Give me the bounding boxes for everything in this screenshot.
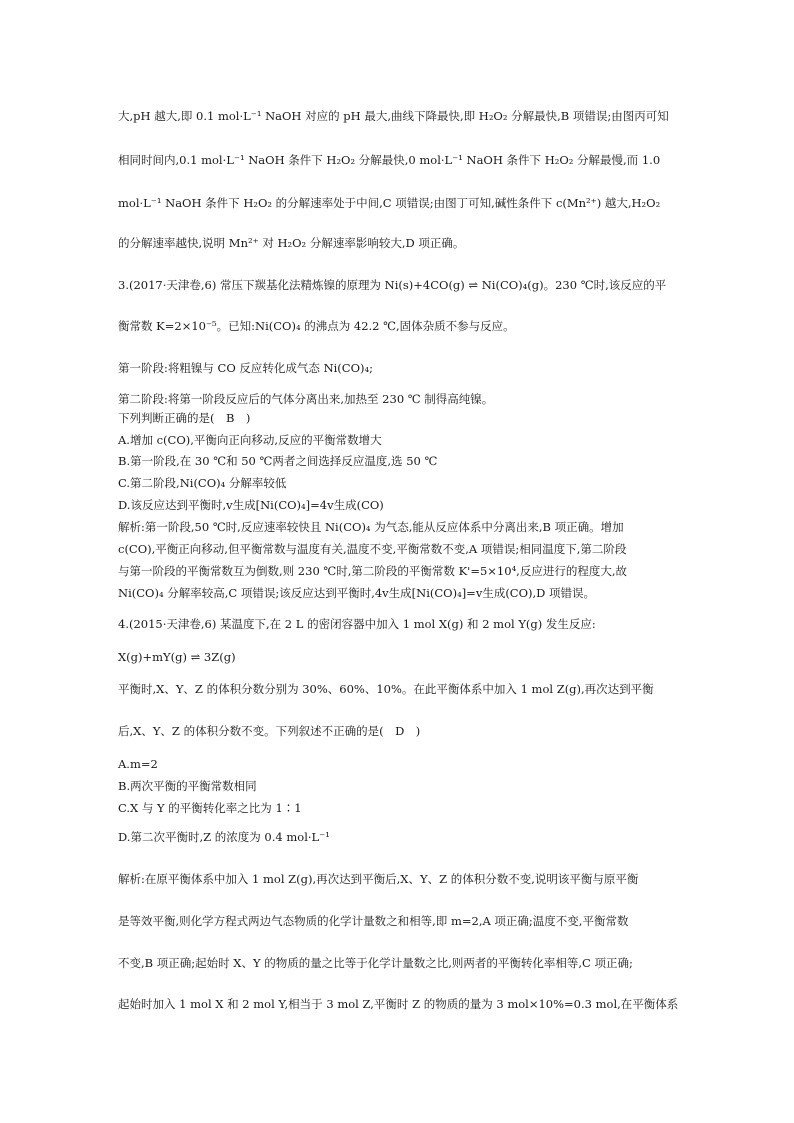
analysis-line: 是等效平衡,则化学方程式两边气态物质的化学计量数之和相等,即 m=2,A 项正确;温度不变,平衡常数 <box>118 914 629 928</box>
analysis-line: 与第一阶段的平衡常数互为倒数,则 230 ℃时,第二阶段的平衡常数 K'=5×10⁴,反应进行的程度大,故 <box>118 564 627 578</box>
text-line: 第二阶段:将第一阶段反应后的气体分离出来,加热至 230 ℃ 制得高纯镍。 <box>118 392 494 406</box>
question-4-prompt: 后,X、Y、Z 的体积分数不变。下列叙述不正确的是( D ) <box>118 724 421 738</box>
analysis-line: 解析:第一阶段,50 ℃时,反应速率较快且 Ni(CO)₄ 为气态,能从反应体系中分离出来,B 项正确。增加 <box>118 520 624 534</box>
option-d: D.第二次平衡时,Z 的浓度为 0.4 mol·L⁻¹ <box>118 830 330 844</box>
question-4-stem: 4.(2015·天津卷,6) 某温度下,在 2 L 的密闭容器中加入 1 mol X(g) 和 2 mol Y(g) 发生反应: <box>118 617 596 631</box>
option-c: C.第二阶段,Ni(CO)₄ 分解率较低 <box>118 476 287 490</box>
option-b: B.第一阶段,在 30 ℃和 50 ℃两者之间选择反应温度,选 50 ℃ <box>118 454 438 468</box>
option-c: C.X 与 Y 的平衡转化率之比为 1∶1 <box>118 801 302 815</box>
equation-line: X(g)+mY(g) ⇌ 3Z(g) <box>118 650 236 664</box>
analysis-line: 解析:在原平衡体系中加入 1 mol Z(g),再次达到平衡后,X、Y、Z 的体积分数不变,说明该平衡与原平衡 <box>118 872 639 886</box>
text-line: mol·L⁻¹ NaOH 条件下 H₂O₂ 的分解速率处于中间,C 项错误;由图丁可知,碱性条件下 c(Mn²⁺) 越大,H₂O₂ <box>118 196 661 210</box>
option-a: A.m=2 <box>118 757 158 771</box>
text-line: 相同时间内,0.1 mol·L⁻¹ NaOH 条件下 H₂O₂ 分解最快,0 mol·L⁻¹ NaOH 条件下 H₂O₂ 分解最慢,而 1.0 <box>118 153 661 167</box>
question-3-prompt: 下列判断正确的是( B ) <box>118 411 251 425</box>
text-line: 平衡时,X、Y、Z 的体积分数分别为 30%、60%、10%。在此平衡体系中加入 1 mol Z(g),再次达到平衡 <box>118 682 654 696</box>
option-d: D.该反应达到平衡时,v生成[Ni(CO)₄]=4v生成(CO) <box>118 498 384 512</box>
analysis-line: c(CO),平衡正向移动,但平衡常数与温度有关,温度不变,平衡常数不变,A 项错误;相同温度下,第二阶段 <box>118 542 627 556</box>
text-line: 的分解速率越快,说明 Mn²⁺ 对 H₂O₂ 分解速率影响较大,D 项正确。 <box>118 236 465 250</box>
analysis-line: Ni(CO)₄ 分解率较高,C 项错误;该反应达到平衡时,4v生成[Ni(CO)₄]=v生成(CO),D 项错误。 <box>118 586 596 600</box>
text-line: 第一阶段:将粗镍与 CO 反应转化成气态 Ni(CO)₄; <box>118 361 373 375</box>
text-line: 衡常数 K=2×10⁻⁵。已知:Ni(CO)₄ 的沸点为 42.2 ℃,固体杂质不参与反应。 <box>118 319 515 333</box>
question-3-stem: 3.(2017·天津卷,6) 常压下羰基化法精炼镍的原理为 Ni(s)+4CO(g) ⇌ Ni(CO)₄(g)。230 ℃时,该反应的平 <box>118 278 667 292</box>
text-line: 大,pH 越大,即 0.1 mol·L⁻¹ NaOH 对应的 pH 最大,曲线下降最快,即 H₂O₂ 分解最快,B 项错误;由图丙可知 <box>118 109 669 123</box>
option-a: A.增加 c(CO),平衡向正向移动,反应的平衡常数增大 <box>118 433 382 447</box>
analysis-line: 不变,B 项正确;起始时 X、Y 的物质的量之比等于化学计量数之比,则两者的平衡转化率相等,C 项正确; <box>118 956 633 970</box>
analysis-line: 起始时加入 1 mol X 和 2 mol Y,相当于 3 mol Z,平衡时 Z 的物质的量为 3 mol×10%=0.3 mol,在平衡体系 <box>118 997 679 1011</box>
option-b: B.两次平衡的平衡常数相同 <box>118 779 257 793</box>
